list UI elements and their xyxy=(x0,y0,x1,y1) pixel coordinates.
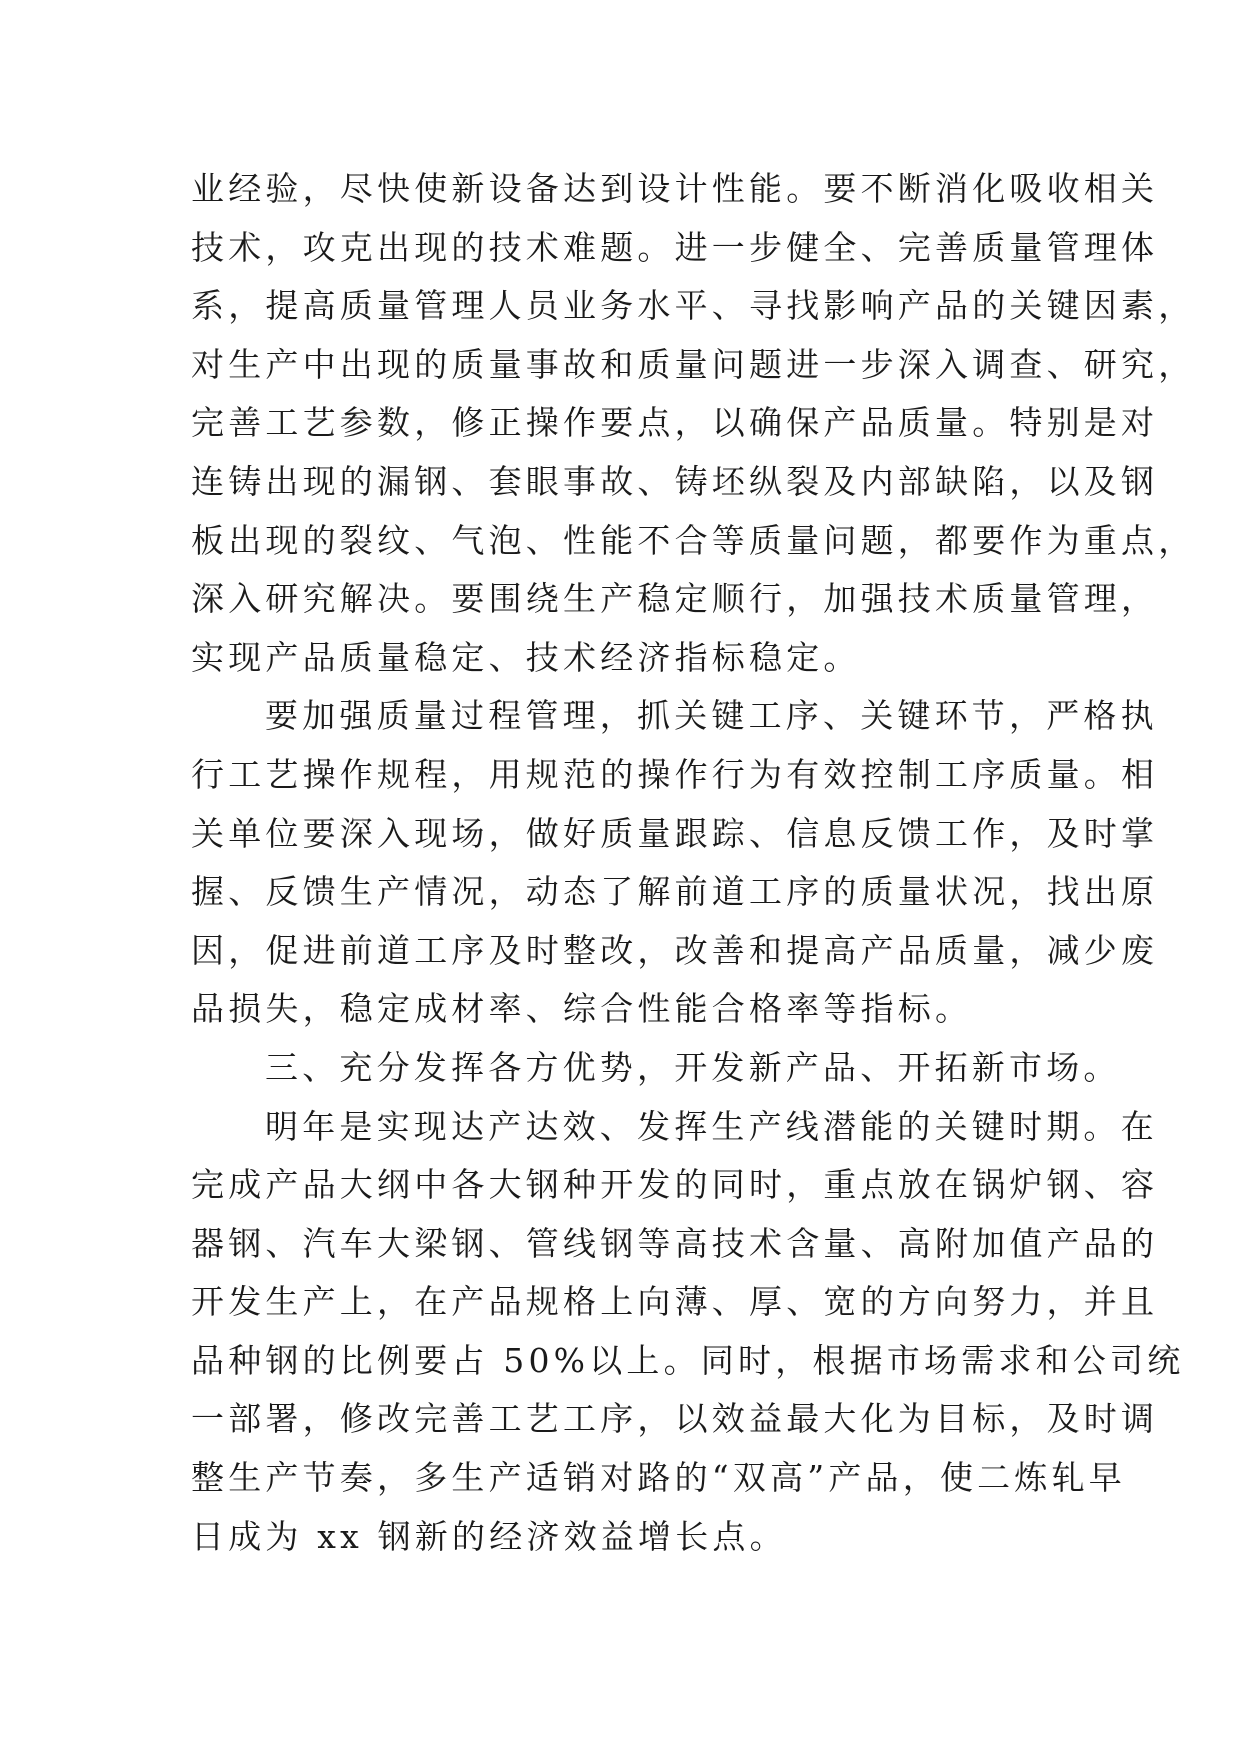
text-line: 日成为 xx 钢新的经济效益增长点。 xyxy=(191,1516,787,1556)
text-line: 板出现的裂纹、气泡、性能不合等质量问题，都要作为重点， xyxy=(191,520,1196,560)
text-line: 器钢、汽车大梁钢、管线钢等高技术含量、高附加值产品的 xyxy=(191,1223,1159,1263)
text-line: 系，提高质量管理人员业务水平、寻找影响产品的关键因素， xyxy=(191,286,1196,326)
text-line: 一部署，修改完善工艺工序，以效益最大化为目标，及时调 xyxy=(191,1399,1159,1439)
text-line: 关单位要深入现场，做好质量跟踪、信息反馈工作，及时掌 xyxy=(191,813,1159,853)
text-line: 完善工艺参数，修正操作要点，以确保产品质量。特别是对 xyxy=(191,403,1159,443)
text-line: 品损失，稳定成材率、综合性能合格率等指标。 xyxy=(191,989,973,1029)
text-line: 开发生产上，在产品规格上向薄、厚、宽的方向努力，并且 xyxy=(191,1282,1159,1322)
document-body-text xyxy=(191,160,1196,1566)
text-line: 握、反馈生产情况，动态了解前道工序的质量状况，找出原 xyxy=(191,872,1159,912)
text-line: 对生产中出现的质量事故和质量问题进一步深入调查、研究， xyxy=(191,344,1196,384)
text-line: 品种钢的比例要占 50%以上。同时，根据市场需求和公司统 xyxy=(191,1340,1185,1380)
text-line: 实现产品质量稳定、技术经济指标稳定。 xyxy=(191,637,861,677)
paragraph-start-line: 要加强质量过程管理，抓关键工序、关键环节，严格执 xyxy=(265,696,1158,736)
text-line: 技术，攻克出现的技术难题。进一步健全、完善质量管理体 xyxy=(191,227,1159,267)
text-line: 行工艺操作规程，用规范的操作行为有效控制工序质量。相 xyxy=(191,754,1159,794)
text-line: 整生产节奏，多生产适销对路的“双高”产品，使二炼轧早 xyxy=(191,1458,1126,1498)
text-line: 完成产品大纲中各大钢种开发的同时，重点放在锅炉钢、容 xyxy=(191,1165,1159,1205)
text-line: 深入研究解决。要围绕生产稳定顺行，加强技术质量管理， xyxy=(191,579,1159,619)
section-heading: 三、充分发挥各方优势，开发新产品、开拓新市场。 xyxy=(265,1047,1121,1087)
paragraph-start-line: 明年是实现达产达效、发挥生产线潜能的关键时期。在 xyxy=(265,1106,1158,1146)
text-line: 业经验，尽快使新设备达到设计性能。要不断消化吸收相关 xyxy=(191,169,1159,208)
text-line: 连铸出现的漏钢、套眼事故、铸坯纵裂及内部缺陷，以及钢 xyxy=(191,461,1159,501)
text-line: 因，促进前道工序及时整改，改善和提高产品质量，减少废 xyxy=(191,930,1159,970)
